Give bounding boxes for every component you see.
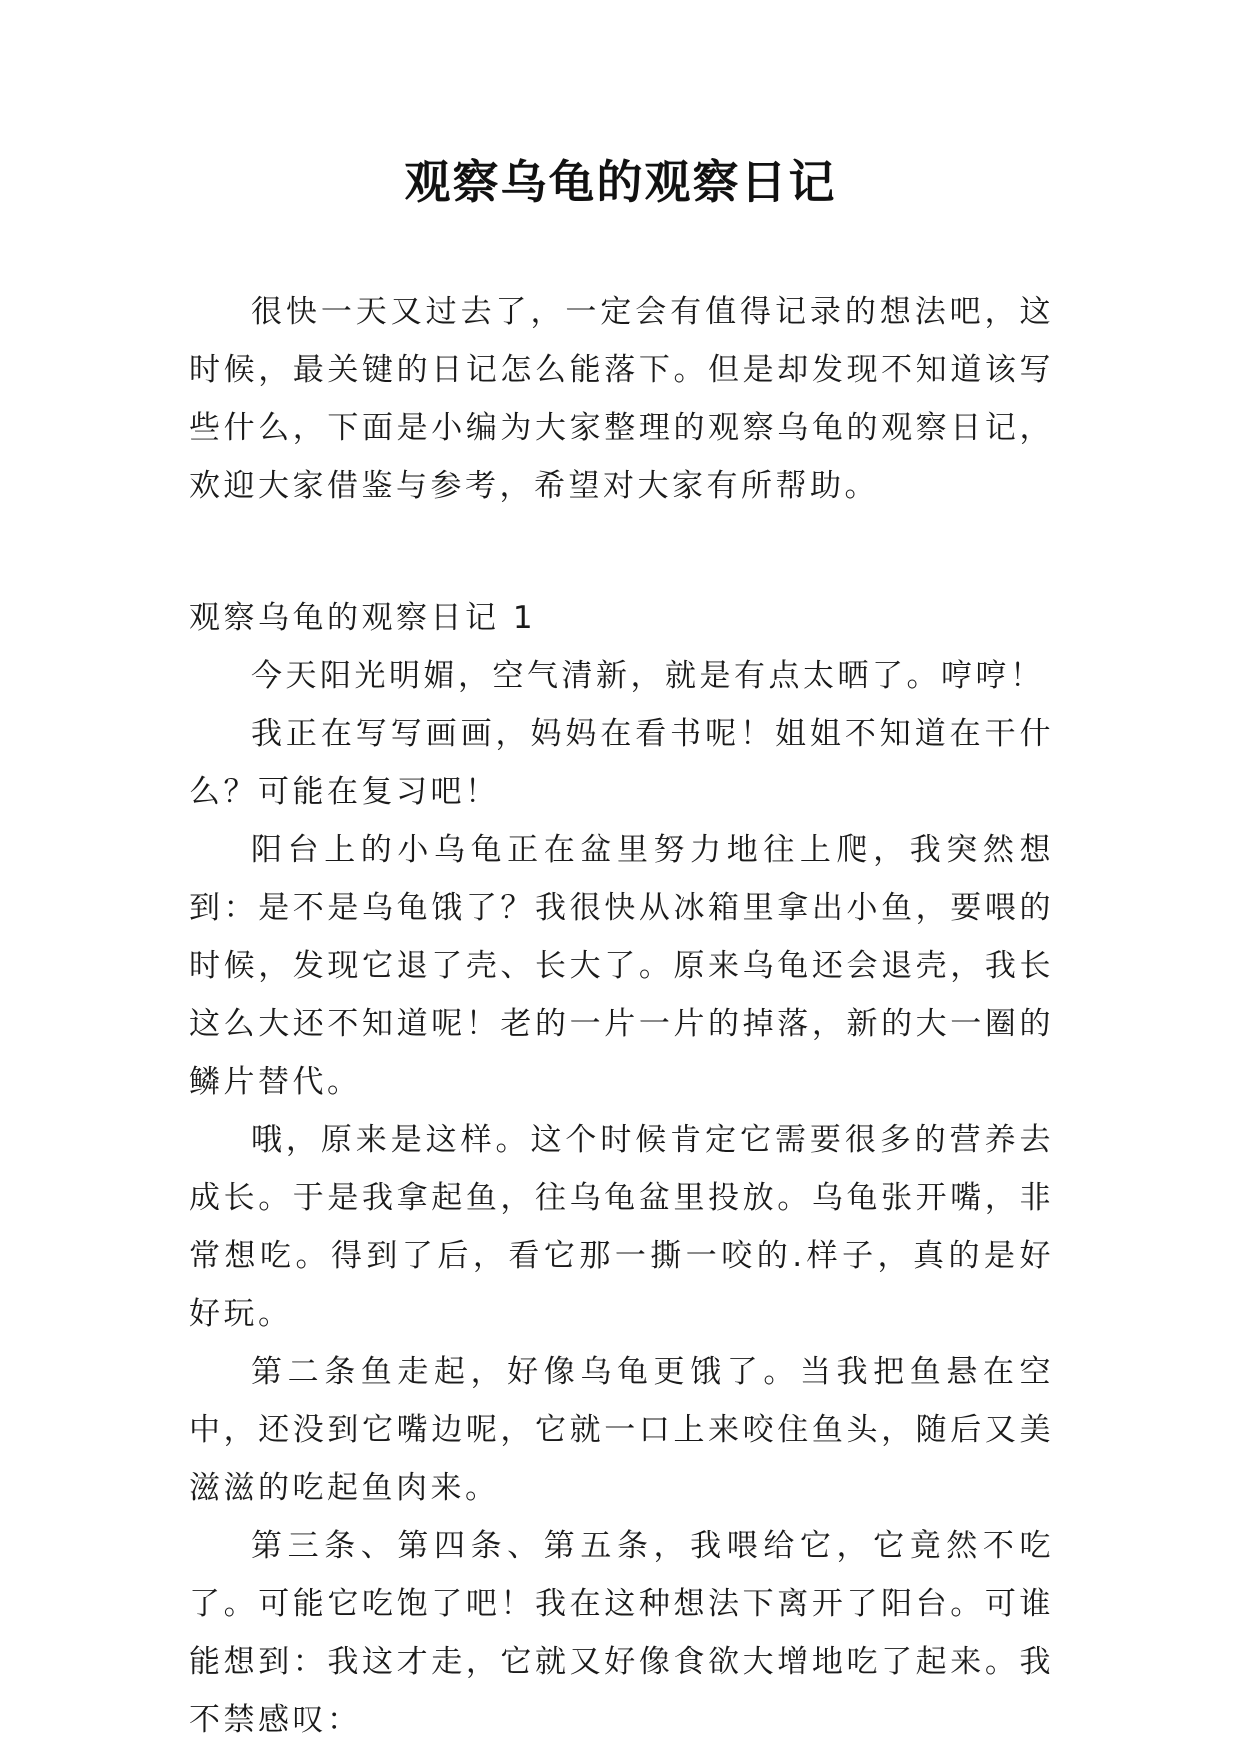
body-paragraph: 我正在写写画画，妈妈在看书呢！姐姐不知道在干什么？可能在复习吧！ xyxy=(189,716,1054,810)
section-heading: 观察乌龟的观察日记 1 xyxy=(189,600,537,636)
body-paragraph: 第三条、第四条、第五条，我喂给它，它竟然不吃了。可能它吃饱了吧！我在这种想法下离开了阳台。可谁能想到：我这才走，它就又好像食欲大增地吃了起来。我不禁感叹： xyxy=(189,1528,1054,1738)
body-paragraph: 哦，原来是这样。这个时候肯定它需要很多的营养去成长。于是我拿起鱼，往乌龟盆里投放。乌龟张开嘴，非常想吃。得到了后，看它那一撕一咬的.样子，真的是好好玩。 xyxy=(189,1122,1054,1332)
body-paragraph: 第二条鱼走起，好像乌龟更饿了。当我把鱼悬在空中，还没到它嘴边呢，它就一口上来咬住鱼头，随后又美滋滋的吃起鱼肉来。 xyxy=(189,1354,1054,1506)
intro-paragraph: 很快一天又过去了，一定会有值得记录的想法吧，这时候，最关键的日记怎么能落下。但是却发现不知道该写些什么，下面是小编为大家整理的观察乌龟的观察日记，欢迎大家借鉴与参考，希望对大家有所帮助。 xyxy=(189,294,1054,504)
document-title: 观察乌龟的观察日记 xyxy=(404,155,837,209)
body-paragraph: 今天阳光明媚，空气清新，就是有点太晒了。哼哼！ xyxy=(251,658,1045,694)
body-paragraph: 阳台上的小乌龟正在盆里努力地往上爬，我突然想到：是不是乌龟饿了？我很快从冰箱里拿出小鱼，要喂的时候，发现它退了壳、长大了。原来乌龟还会退壳，我长这么大还不知道呢！老的一片一片的掉落，新的大一圈的鳞片替代。 xyxy=(189,832,1054,1100)
document-body xyxy=(189,283,1054,1749)
